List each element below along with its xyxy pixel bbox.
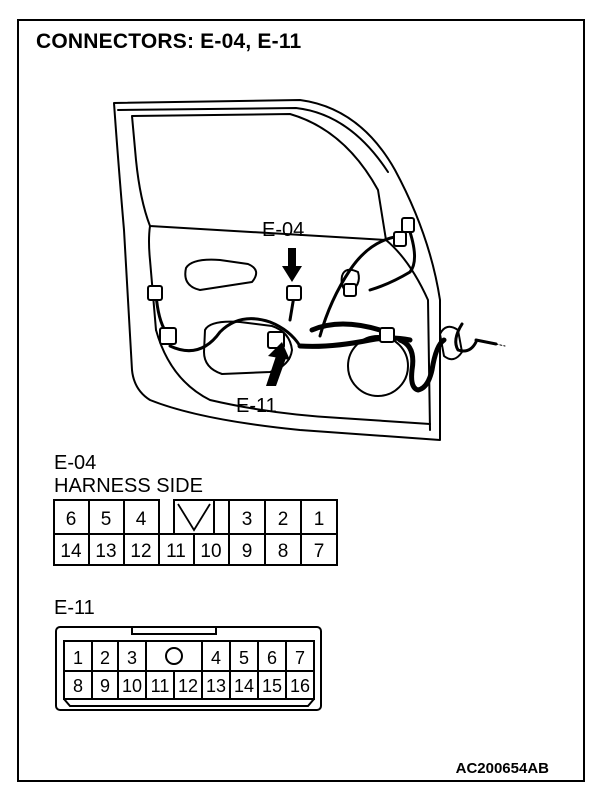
e11-pin: 12 xyxy=(177,676,199,696)
e04-pin: 1 xyxy=(313,509,325,530)
e11-pin: 4 xyxy=(210,648,222,668)
speaker-opening xyxy=(348,336,408,396)
connector-left-lower xyxy=(160,328,176,344)
e11-name: E-11 xyxy=(54,597,95,619)
e11-pin: 14 xyxy=(233,676,255,696)
e11-pin: 6 xyxy=(266,648,278,668)
door-lower-line xyxy=(156,330,430,424)
e04-pin: 10 xyxy=(200,541,222,562)
e04-side-label: HARNESS SIDE xyxy=(54,475,203,497)
connector-hinge xyxy=(344,284,356,296)
e11-pin: 2 xyxy=(99,648,111,668)
e11-pin: 13 xyxy=(205,676,227,696)
e11-pin: 10 xyxy=(121,676,143,696)
e04-pin: 7 xyxy=(313,541,325,562)
e11-pin: 3 xyxy=(126,648,138,668)
e04-pin: 3 xyxy=(241,509,253,530)
callout-label-e04: E-04 xyxy=(262,219,305,241)
page-title: CONNECTORS: E-04, E-11 xyxy=(36,30,302,53)
e11-pin: 8 xyxy=(72,676,84,696)
connector-top-right xyxy=(402,218,414,232)
connector-speaker xyxy=(380,328,394,342)
e11-pin: 16 xyxy=(289,676,311,696)
e11-pin: 11 xyxy=(150,676,170,696)
e11-pin: 1 xyxy=(72,648,84,668)
e11-top-pins xyxy=(73,648,305,668)
connector-e04-block xyxy=(287,286,301,300)
e11-pin: 5 xyxy=(238,648,250,668)
e04-bottom-pins xyxy=(60,541,324,562)
door-illustration xyxy=(114,100,440,440)
e04-pin: 8 xyxy=(277,541,289,562)
e04-pin: 12 xyxy=(130,541,152,562)
e11-pin: 15 xyxy=(261,676,283,696)
e11-pin: 7 xyxy=(294,648,306,668)
armrest-opening xyxy=(185,260,256,290)
e04-pin: 11 xyxy=(166,541,186,562)
connector-right-mid xyxy=(394,232,406,246)
e04-pin: 5 xyxy=(100,509,112,530)
figure-code: AC200654AB xyxy=(455,760,549,777)
e11-pin: 9 xyxy=(99,676,111,696)
e04-name: E-04 xyxy=(54,452,97,474)
connector-left-upper xyxy=(148,286,162,300)
callout-arrow-e04 xyxy=(282,248,302,282)
callout-label-e11: E-11 xyxy=(236,395,277,417)
e04-pin: 14 xyxy=(60,541,82,562)
e04-pin: 6 xyxy=(65,509,77,530)
door-outer-panel xyxy=(114,100,440,440)
e04-pin: 4 xyxy=(135,509,147,530)
e04-pin: 2 xyxy=(277,509,289,530)
e11-connector-face xyxy=(56,627,321,710)
e11-bottom-pins xyxy=(73,676,310,696)
e04-pin: 9 xyxy=(241,541,253,562)
e04-pin: 13 xyxy=(95,541,117,562)
window-opening xyxy=(132,114,386,240)
